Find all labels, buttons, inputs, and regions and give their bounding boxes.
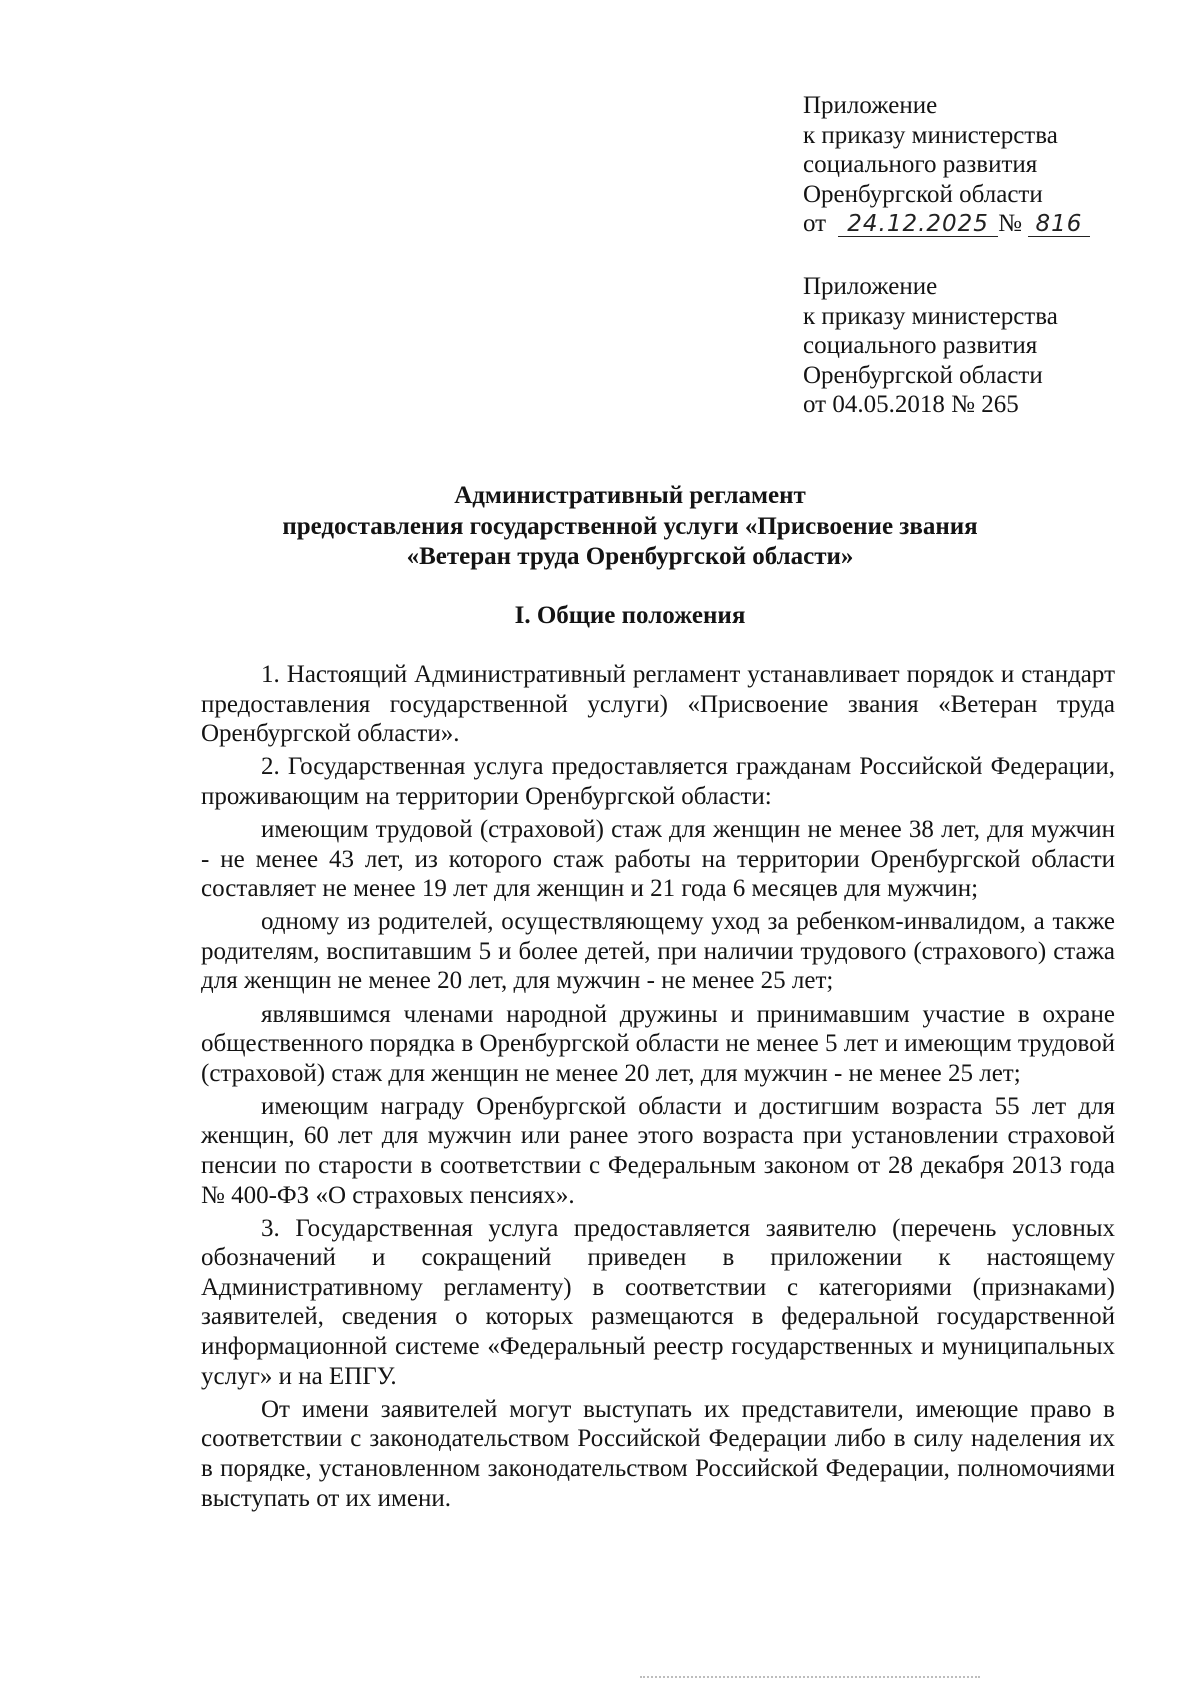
appendix-region-line: Оренбургской области bbox=[803, 180, 1043, 208]
paragraph: имеющим трудовой (страховой) стаж для женщин не менее 38 лет, для мужчин - не менее 43 лет, из которого стаж работы на территории Оренбургской области составляет не менее 19 лет для женщин и 21 года 6 месяцев для мужчин; bbox=[201, 815, 1115, 903]
paragraph: 2. Государственная услуга предоставляется гражданам Российской Федерации, проживающим на территории Оренбургской области: bbox=[201, 753, 1115, 810]
appendix-order-line: к приказу министерства bbox=[803, 121, 1058, 149]
appendix-order-line: к приказу министерства bbox=[803, 302, 1058, 330]
appendix-header-previous bbox=[803, 272, 1143, 420]
appendix-region-line: Оренбургской области bbox=[803, 361, 1043, 389]
document-body bbox=[201, 660, 1115, 1517]
handwritten-number: 816 bbox=[1028, 212, 1090, 237]
paragraph: 1. Настоящий Административный регламент устанавливает порядок и стандарт предоставления государственной услуги) «Присвоение звания «Ветеран труда Оренбургской области». bbox=[201, 661, 1115, 748]
title-line-3: «Ветеран труда Оренбургской области» bbox=[406, 543, 854, 570]
appendix-ministry-line: социального развития bbox=[803, 332, 1038, 359]
appendix-date-line: от 04.05.2018 № 265 bbox=[803, 391, 1019, 418]
date-prefix: от bbox=[803, 210, 827, 237]
paragraph: одному из родителей, осуществляющему уход за ребенком-инвалидом, а также родителям, воспитавшим 5 и более детей, при наличии трудового (страхового) стажа для женщин не менее 20 лет, для мужчин - не менее 25 лет; bbox=[201, 908, 1115, 995]
paragraph: От имени заявителей могут выступать их представители, имеющие право в соответствии с законодательством Российской Федерации либо в силу наделения их в порядке, установленном законодательством Российской Федерации, полномочиями выступать от их имени. bbox=[201, 1395, 1115, 1512]
paragraph: являвшимся членами народной дружины и принимавшим участие в охране общественного порядка в Оренбургской области не менее 5 лет и имеющим трудовой (страховой) стаж для женщин не менее 20 лет, для мужчин - не менее 25 лет; bbox=[201, 1000, 1115, 1087]
document-title bbox=[200, 481, 1060, 573]
appendix-ministry-line: социального развития bbox=[803, 151, 1038, 178]
appendix-label: Приложение bbox=[803, 92, 938, 119]
title-line-1: Административный регламент bbox=[454, 482, 806, 509]
paragraph: 3. Государственная услуга предоставляется заявителю (перечень условных обозначений и сокращений приведен в приложении к настоящему Административному регламенту) в соответствии с категориями (признаками) заявителей, сведения о которых размещаются в федеральной государственной информационной системе «Федеральный реестр государственных и муниципальных услуг» и на ЕПГУ. bbox=[201, 1214, 1115, 1390]
section-heading: I. Общие положения bbox=[514, 602, 746, 629]
appendix-date-line bbox=[803, 209, 1143, 239]
appendix-label: Приложение bbox=[803, 273, 938, 300]
handwritten-date: 24.12.2025 bbox=[838, 212, 998, 237]
scan-artifact-divider bbox=[640, 1676, 980, 1682]
appendix-header-current bbox=[803, 91, 1143, 239]
number-sign: № bbox=[998, 210, 1022, 237]
paragraph: имеющим награду Оренбургской области и достигшим возраста 55 лет для женщин, 60 лет для мужчин или ранее этого возраста при установлении страховой пенсии по старости в соответствии с Федеральным законом от 28 декабря 2013 года № 400-ФЗ «О страховых пенсиях». bbox=[201, 1092, 1115, 1209]
title-line-2: предоставления государственной услуги «Присвоение звания bbox=[282, 512, 978, 540]
